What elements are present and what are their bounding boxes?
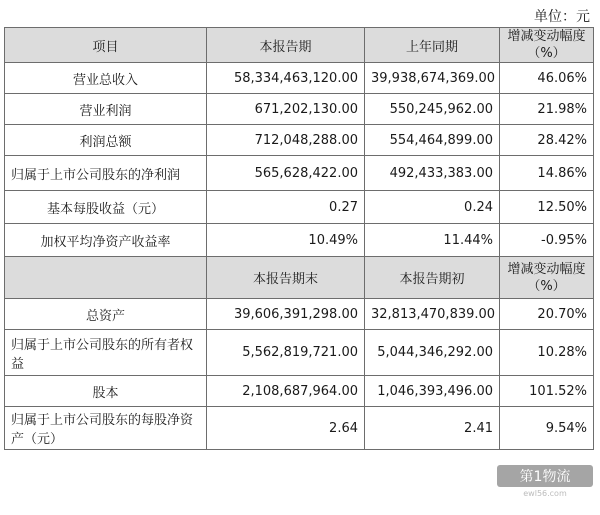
table-header-row bbox=[5, 28, 594, 63]
cell-value: 2.64 bbox=[207, 407, 365, 450]
cell-value: 58,334,463,120.00 bbox=[207, 63, 365, 94]
cell-value: 32,813,470,839.00 bbox=[365, 299, 500, 330]
table-row bbox=[5, 407, 594, 450]
table-header-row bbox=[5, 257, 594, 299]
row-label: 股本 bbox=[5, 376, 207, 407]
cell-value: 10.49% bbox=[207, 224, 365, 257]
unit-label: 单位：元 bbox=[534, 9, 590, 25]
header-cell: 本报告期 bbox=[207, 28, 365, 63]
cell-value: 5,562,819,721.00 bbox=[207, 330, 365, 376]
header-cell bbox=[5, 257, 207, 299]
table-row bbox=[5, 94, 594, 125]
table-row bbox=[5, 191, 594, 224]
cell-value: 671,202,130.00 bbox=[207, 94, 365, 125]
cell-value: -0.95% bbox=[500, 224, 594, 257]
cell-value: 101.52% bbox=[500, 376, 594, 407]
watermark-logo bbox=[497, 464, 593, 498]
header-cell: 增减变动幅度（%） bbox=[500, 257, 594, 299]
table-row bbox=[5, 376, 594, 407]
cell-value: 0.24 bbox=[365, 191, 500, 224]
table-row bbox=[5, 299, 594, 330]
cell-value: 2,108,687,964.00 bbox=[207, 376, 365, 407]
cell-value: 2.41 bbox=[365, 407, 500, 450]
watermark-url: ewl56.com bbox=[523, 489, 567, 498]
cell-value: 565,628,422.00 bbox=[207, 156, 365, 191]
table-row bbox=[5, 63, 594, 94]
cell-value: 12.50% bbox=[500, 191, 594, 224]
cell-value: 0.27 bbox=[207, 191, 365, 224]
cell-value: 492,433,383.00 bbox=[365, 156, 500, 191]
cell-value: 5,044,346,292.00 bbox=[365, 330, 500, 376]
cell-value: 20.70% bbox=[500, 299, 594, 330]
table-row bbox=[5, 156, 594, 191]
financial-summary-table bbox=[4, 27, 594, 450]
row-label: 归属于上市公司股东的所有者权益 bbox=[5, 330, 207, 376]
row-label: 利润总额 bbox=[5, 125, 207, 156]
cell-value: 39,606,391,298.00 bbox=[207, 299, 365, 330]
row-label: 营业总收入 bbox=[5, 63, 207, 94]
header-cell: 本报告期末 bbox=[207, 257, 365, 299]
cell-value: 39,938,674,369.00 bbox=[365, 63, 500, 94]
cell-value: 10.28% bbox=[500, 330, 594, 376]
row-label: 基本每股收益（元） bbox=[5, 191, 207, 224]
cell-value: 9.54% bbox=[500, 407, 594, 450]
row-label: 归属于上市公司股东的每股净资产（元） bbox=[5, 407, 207, 450]
cell-value: 11.44% bbox=[365, 224, 500, 257]
cell-value: 550,245,962.00 bbox=[365, 94, 500, 125]
table-row bbox=[5, 224, 594, 257]
cell-value: 28.42% bbox=[500, 125, 594, 156]
header-cell: 本报告期初 bbox=[365, 257, 500, 299]
cell-value: 712,048,288.00 bbox=[207, 125, 365, 156]
row-label: 营业利润 bbox=[5, 94, 207, 125]
row-label: 归属于上市公司股东的净利润 bbox=[5, 156, 207, 191]
cell-value: 1,046,393,496.00 bbox=[365, 376, 500, 407]
row-label: 加权平均净资产收益率 bbox=[5, 224, 207, 257]
table-row bbox=[5, 330, 594, 376]
cell-value: 21.98% bbox=[500, 94, 594, 125]
table-row bbox=[5, 125, 594, 156]
cell-value: 46.06% bbox=[500, 63, 594, 94]
cell-value: 14.86% bbox=[500, 156, 594, 191]
cell-value: 554,464,899.00 bbox=[365, 125, 500, 156]
row-label: 总资产 bbox=[5, 299, 207, 330]
watermark-text: 第1物流 bbox=[519, 469, 571, 485]
header-cell: 增减变动幅度（%） bbox=[500, 28, 594, 63]
header-cell: 项目 bbox=[5, 28, 207, 63]
header-cell: 上年同期 bbox=[365, 28, 500, 63]
